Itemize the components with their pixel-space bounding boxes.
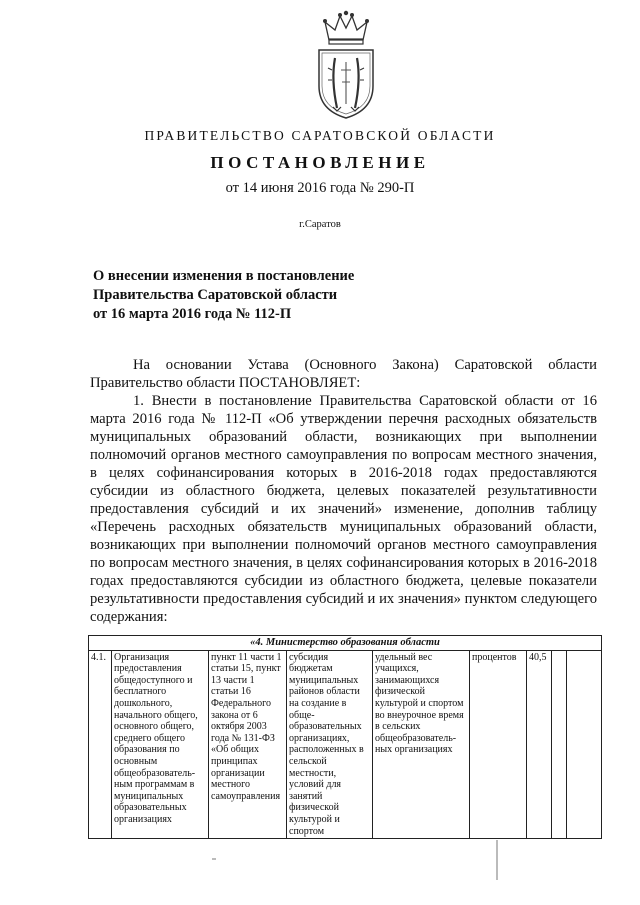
coat-of-arms-emblem — [313, 10, 379, 122]
table-section-header: «4. Министерство образования области — [89, 636, 602, 651]
document-city: г.Саратов — [299, 219, 341, 230]
row-indicator: удельный вес учащихся, занимающихся физической культурой и спортом во внеурочное время в сельских общеобразовательных организациях — [373, 650, 470, 839]
table-row — [89, 650, 602, 839]
document-type: ПОСТАНОВЛЕНИЕ — [210, 153, 430, 172]
government-name: ПРАВИТЕЛЬСТВО САРАТОВСКОЙ ОБЛАСТИ — [144, 128, 496, 143]
body-paragraph: 1. Внести в постановление Правительства Саратовской области от 16 марта 2016 года № 112-П «Об утверждении перечня расходных обязательств муниципальных образований области, возникающих при выполнении полномочий органов местного самоуправления по вопросам местного значения, в целях софинансирования которых в 2016-2018 годах предоставляются субсидии из областного бюджета, целевых показателей результативности предоставления субсидий и их значений» изменение, дополнив таблицу «Перечень расходных обязательств муниципальных образований области, возникающих при выполнении полномочий органов местного самоуправления по вопросам местного значения, в целях софинансирования которых в 2016-2018 годах предоставляются субсидии из областного бюджета, целевые показатели результативности предоставления субсидий и их значения» пунктом следующего содержания: — [90, 393, 597, 625]
row-extra — [552, 650, 567, 839]
row-unit: процентов — [470, 650, 527, 839]
subject-line: Правительства Саратовской области — [93, 287, 338, 303]
coat-of-arms-icon — [313, 10, 379, 122]
subject-line: от 16 марта 2016 года № 112-П — [93, 306, 292, 322]
document-body — [90, 356, 597, 626]
row-value: 40,5 — [527, 650, 552, 839]
scan-artifact — [212, 858, 216, 860]
document-subject — [93, 267, 354, 324]
subject-line: О внесении изменения в постановление — [93, 268, 355, 284]
row-number: 4.1. — [89, 650, 112, 839]
row-extra — [567, 650, 602, 839]
row-legal-basis: пункт 11 части 1 статьи 15, пункт 13 части 1 статьи 16 Федерального закона от 6 октября 2003 года № 131-ФЗ «Об общих принципах организации местного самоуправления — [209, 650, 287, 839]
document-date-number: от 14 июня 2016 года № 290-П — [225, 180, 415, 196]
body-paragraph: На основании Устава (Основного Закона) Саратовской области Правительство области ПОСТАНОВЛЯЕТ: — [90, 357, 597, 391]
row-obligation: Организация предоставления общедоступного и бесплатного дошкольного, начального общего, основного общего, среднего общего образования по основным общеобразовательным программам в муниципальных образовательных организациях — [112, 650, 209, 839]
obligations-table — [88, 635, 602, 839]
row-subsidy: субсидия бюджетам муниципальных районов области на создание в общеобразовательных организациях, расположенных в сельской местности, условий для занятий физической культурой и спортом — [287, 650, 373, 839]
scan-artifact — [496, 840, 498, 880]
